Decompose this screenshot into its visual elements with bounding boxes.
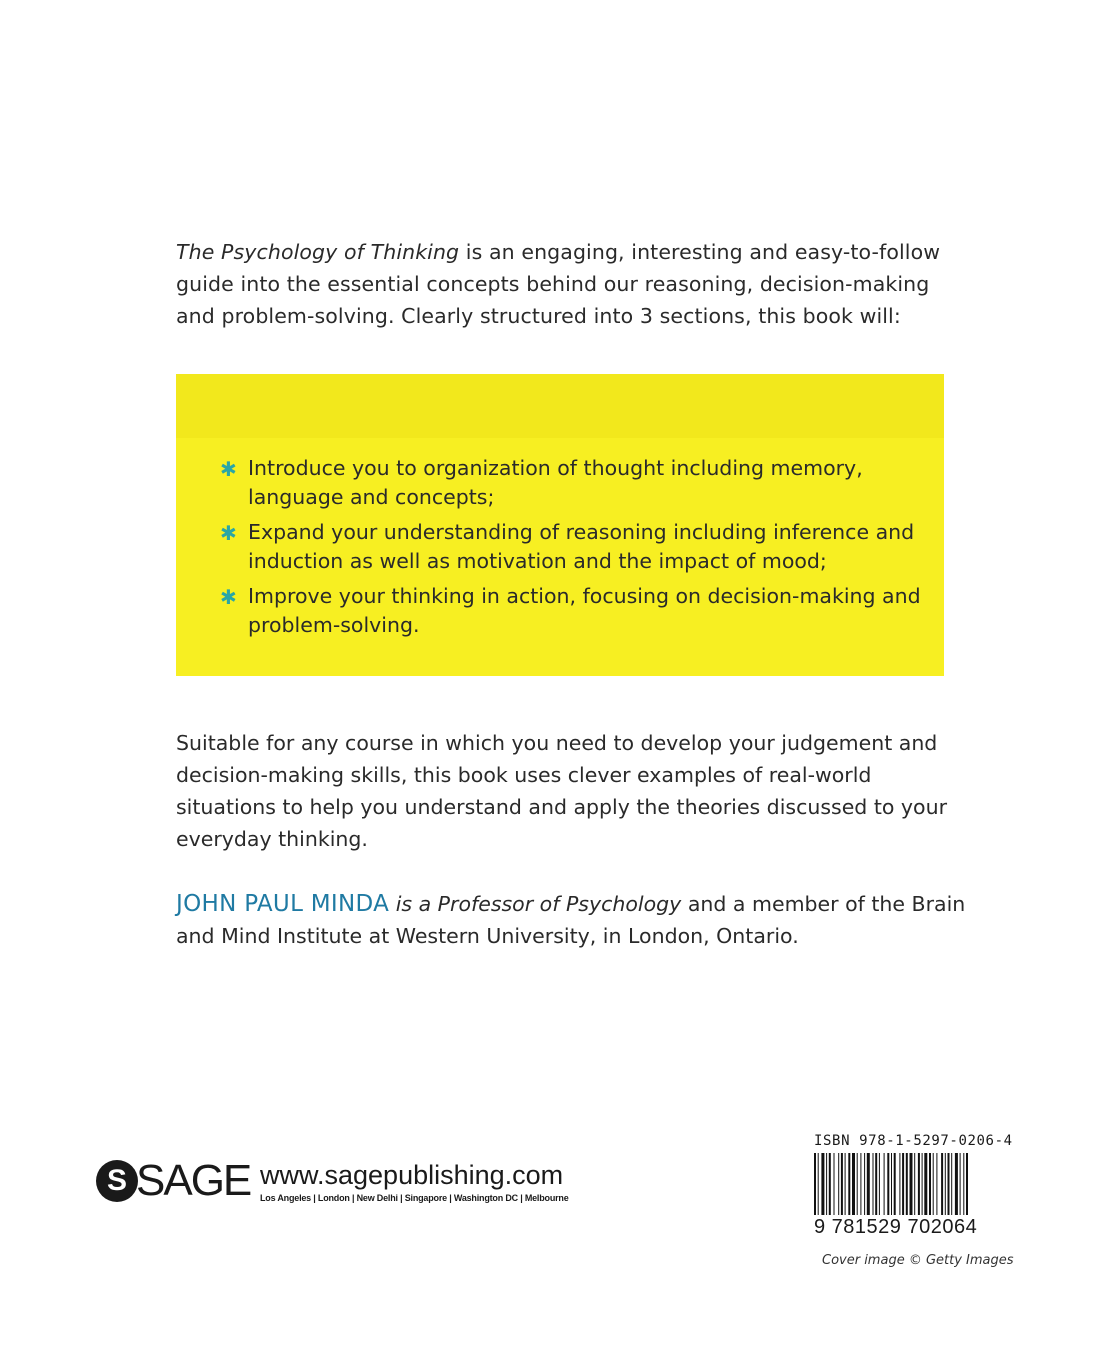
list-item-text: Expand your understanding of reasoning including inference and induction as well as motivation and the impact of mood; bbox=[248, 520, 915, 573]
author-name: JOHN PAUL MINDA bbox=[176, 891, 390, 917]
publisher-block bbox=[96, 1156, 616, 1210]
suitability-paragraph: Suitable for any course in which you need to develop your judgement and decision-making skills, this book uses clever examples of real-world situations to help you understand and apply the theories discussed to your everyday thinking. bbox=[176, 731, 948, 851]
highlights-band bbox=[176, 374, 944, 438]
list-item bbox=[220, 582, 940, 640]
highlights-list bbox=[220, 454, 940, 646]
book-title: The Psychology of Thinking bbox=[176, 240, 460, 264]
author-bio-rest: and a member of the Brain and Mind Institute at Western University, in London, Ontario. bbox=[176, 892, 966, 948]
author-paragraph bbox=[176, 888, 976, 952]
barcode-icon bbox=[814, 1153, 1010, 1215]
asterisk-icon: ✱ bbox=[220, 585, 237, 609]
highlights-box bbox=[176, 374, 944, 676]
barcode-digits: 9 781529 702064 bbox=[814, 1216, 978, 1238]
list-item-text: Introduce you to organization of thought including memory, language and concepts; bbox=[248, 456, 863, 509]
intro-text: is an engaging, interesting and easy-to-follow guide into the essential concepts behind our reasoning, decision-making and problem-solving. Clearly structured into 3 sections, this book will: bbox=[176, 240, 941, 328]
intro-paragraph bbox=[176, 236, 966, 332]
list-item bbox=[220, 518, 940, 576]
asterisk-icon: ✱ bbox=[220, 457, 237, 481]
publisher-url[interactable]: www.sagepublishing.com bbox=[260, 1160, 564, 1190]
author-bio: is a Professor of Psychology bbox=[389, 892, 682, 916]
list-item bbox=[220, 454, 940, 512]
publisher-logo-text: SAGE bbox=[136, 1156, 251, 1205]
publisher-cities: Los Angeles | London | New Delhi | Singapore | Washington DC | Melbourne bbox=[260, 1193, 569, 1203]
asterisk-icon: ✱ bbox=[220, 521, 237, 545]
sage-logo-icon: S bbox=[96, 1160, 138, 1202]
isbn-label: ISBN 978-1-5297-0206-4 bbox=[814, 1133, 1013, 1149]
list-item-text: Improve your thinking in action, focusing on decision-making and problem-solving. bbox=[248, 584, 921, 637]
cover-credit: Cover image © Getty Images bbox=[822, 1253, 1014, 1268]
